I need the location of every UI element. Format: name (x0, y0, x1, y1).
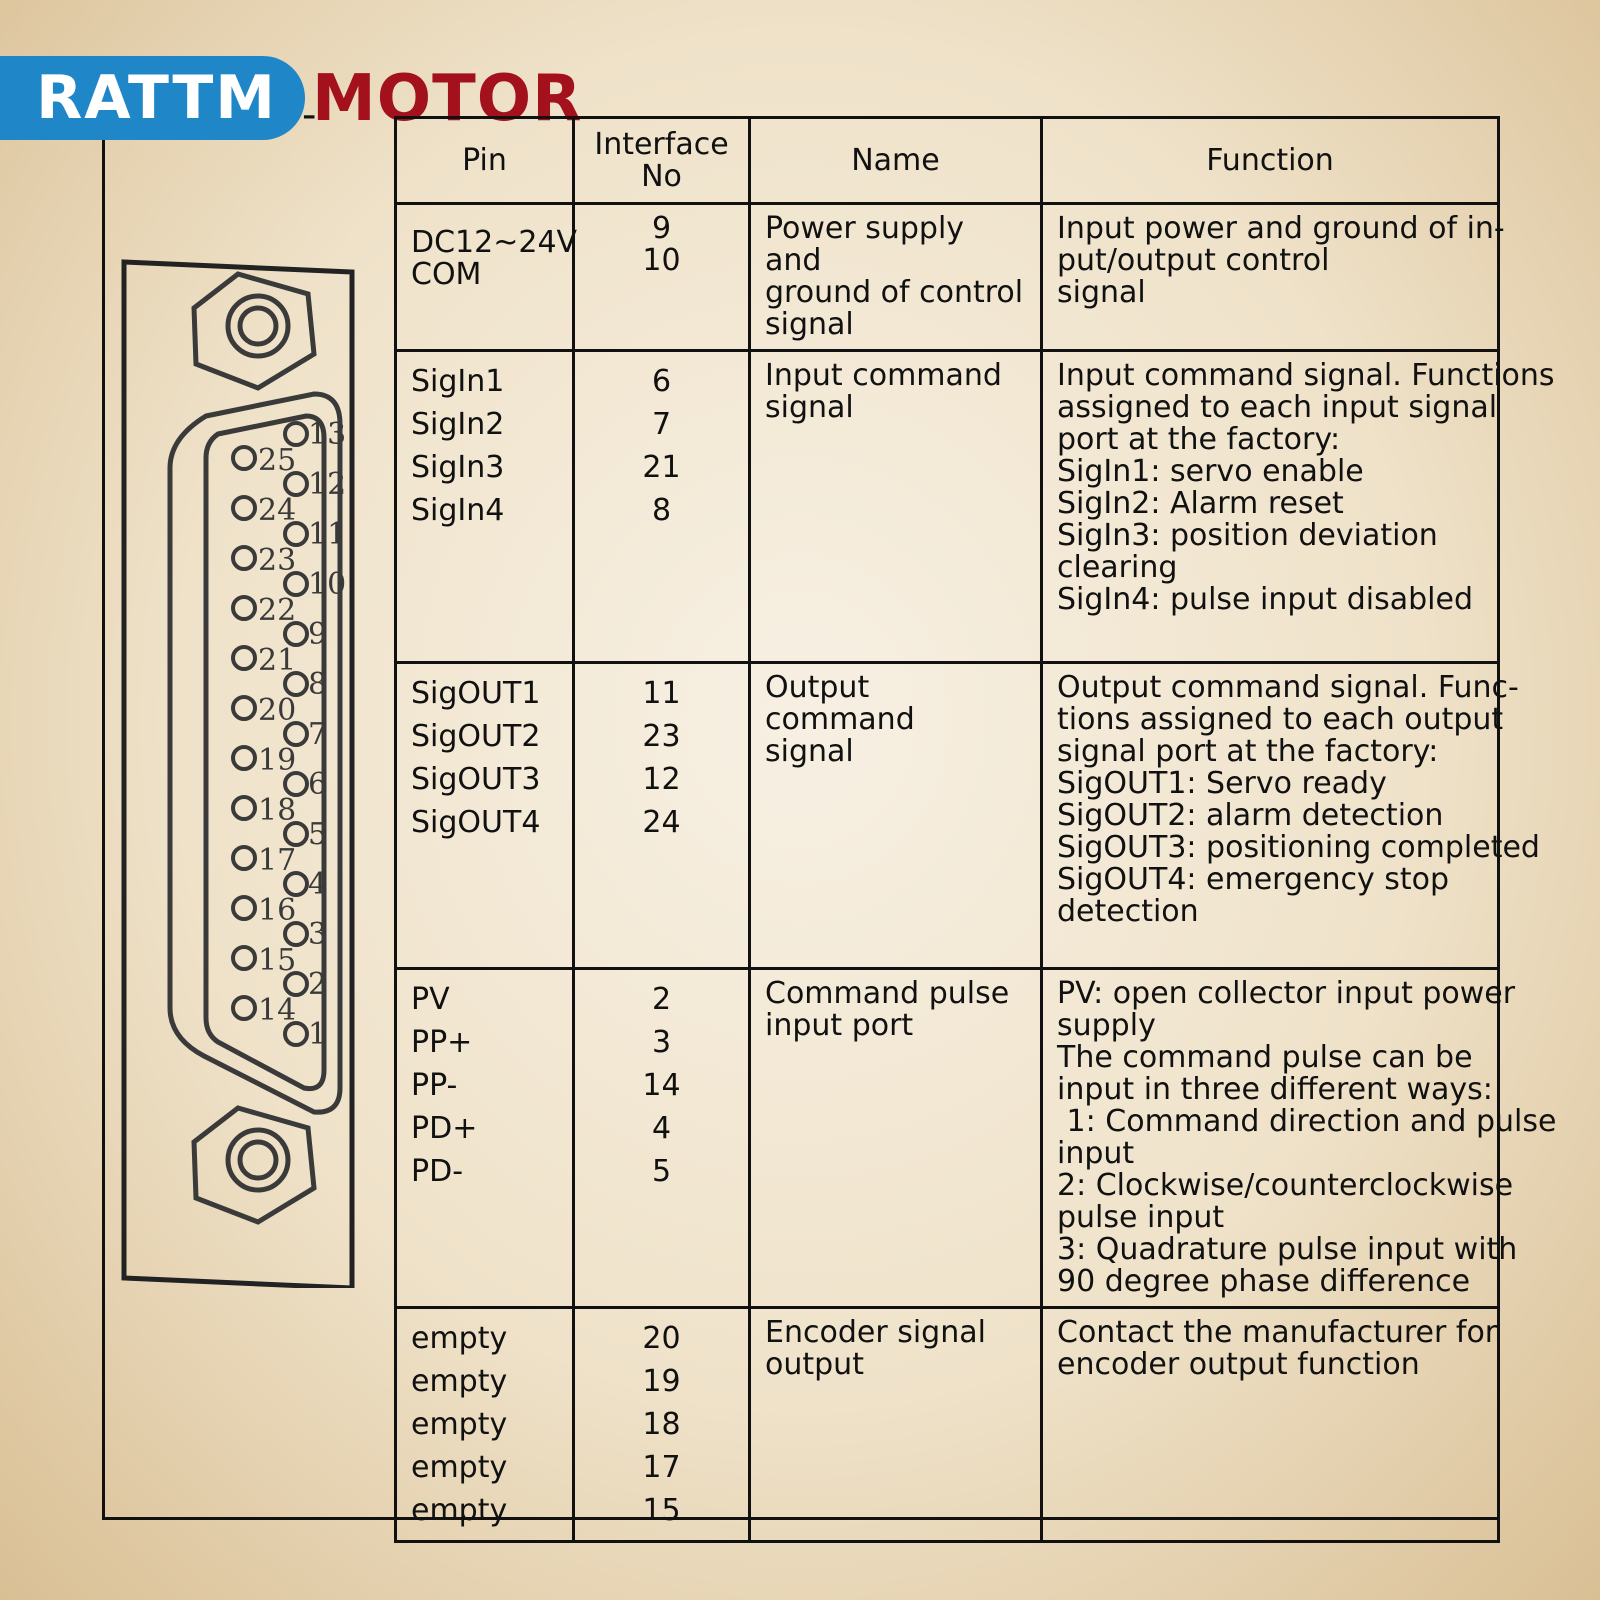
function-line: input in three different ways: (1057, 1072, 1493, 1107)
pin-hole (233, 497, 255, 519)
interface-no-value: 12 (642, 762, 681, 797)
interface-no-value: 2 (651, 982, 672, 1017)
pin-label: empty (411, 1407, 508, 1442)
connector-pin-number: 11 (308, 517, 347, 552)
interface-no-value: 6 (651, 364, 672, 399)
pin-hole (233, 697, 255, 719)
pin-label: SigIn2 (411, 407, 505, 442)
interface-no-value: 23 (642, 719, 681, 754)
interface-no-value: 24 (642, 805, 681, 840)
function-cell (1042, 969, 1557, 1308)
header-interface-no-line1: Interface (594, 126, 729, 162)
pin-cell (396, 663, 574, 969)
signal-name-line: output (765, 1347, 864, 1382)
interface-no-cell (574, 1308, 750, 1542)
pin-cell (396, 351, 574, 663)
pin-hole (233, 797, 255, 819)
interface-no-cell (574, 351, 750, 663)
pin-label: PP- (411, 1068, 458, 1103)
signal-name-line: input port (765, 1008, 914, 1043)
pin-hole (233, 547, 255, 569)
connector-pin-number: 24 (258, 493, 297, 528)
pin-label: PD+ (411, 1111, 478, 1146)
table-row (396, 204, 1499, 351)
header-interface-no-line2: No (641, 158, 682, 194)
function-line: The command pulse can be (1057, 1040, 1473, 1075)
signal-name-cell (750, 1308, 1042, 1542)
header-pin: Pin (396, 118, 574, 204)
function-line: encoder output function (1057, 1347, 1420, 1382)
function-line: SigOUT1: Servo ready (1057, 766, 1387, 801)
connector-pin-number: 15 (258, 943, 297, 978)
pin-label: SigIn4 (411, 493, 505, 528)
pin-label: PP+ (411, 1025, 473, 1060)
signal-name-line: signal (765, 390, 854, 425)
signal-name-cell (750, 969, 1042, 1308)
function-line: 90 degree phase difference (1057, 1264, 1471, 1299)
interface-no-cell (574, 663, 750, 969)
function-line: SigIn4: pulse input disabled (1057, 582, 1474, 617)
function-line: pulse input (1057, 1200, 1225, 1235)
interface-no-value: 10 (642, 243, 681, 278)
pin-label: SigIn1 (411, 364, 505, 399)
interface-no-value: 17 (642, 1450, 681, 1485)
top-hex-nut-icon (194, 274, 314, 388)
connector-pin-number: 13 (308, 417, 347, 452)
pin-label: SigOUT3 (411, 762, 541, 797)
pin-cell (396, 204, 578, 351)
signal-name-line: Encoder signal (765, 1315, 986, 1350)
pin-hole (285, 423, 307, 445)
connector-pin-number: 20 (258, 693, 297, 728)
pin-label: empty (411, 1364, 508, 1399)
table-row (396, 351, 1499, 663)
function-cell (1042, 1308, 1499, 1542)
interface-no-value: 15 (642, 1493, 681, 1528)
signal-name-cell (750, 663, 1042, 969)
signal-name-line: ground of control (765, 275, 1024, 310)
header-function: Function (1042, 118, 1499, 204)
function-line: SigIn1: servo enable (1057, 454, 1364, 489)
function-line: 2: Clockwise/counterclockwise (1057, 1168, 1514, 1203)
signal-name-line: Output (765, 670, 870, 705)
interface-no-value: 11 (642, 676, 681, 711)
pin-cell (396, 1308, 574, 1542)
interface-no-value: 3 (651, 1025, 672, 1060)
interface-no-value: 4 (651, 1111, 672, 1146)
signal-name-line: signal (765, 307, 854, 342)
pin-label: COM (411, 257, 482, 292)
header-row (396, 118, 1499, 204)
bottom-hex-nut-icon (194, 1108, 314, 1222)
connector-pin-number: 12 (308, 467, 347, 502)
pin-hole (233, 647, 255, 669)
function-line: put/output control (1057, 243, 1330, 278)
signal-name-line: Power supply and (765, 211, 965, 278)
interface-no-value: 21 (642, 450, 681, 485)
pin-hole (233, 947, 255, 969)
pinout-table (394, 116, 1557, 1543)
signal-name-cell (750, 204, 1042, 351)
pin-label: SigOUT1 (411, 676, 541, 711)
function-line: input (1057, 1136, 1135, 1171)
function-line: Input power and ground of in- (1057, 211, 1505, 246)
pin-hole (233, 597, 255, 619)
function-line: SigOUT4: emergency stop (1057, 862, 1450, 897)
function-line: 3: Quadrature pulse input with (1057, 1232, 1518, 1267)
brand-logo-left: RATTM (36, 63, 277, 133)
function-line: signal port at the factory: (1057, 734, 1439, 769)
pin-label: DC12~24V (411, 225, 578, 260)
function-line: 1: Command direction and pulse (1057, 1104, 1557, 1139)
brand-logo-pill (0, 56, 305, 140)
pin-label: PD- (411, 1154, 464, 1189)
connector-pin-number: 4 (308, 867, 328, 902)
pin-label: PV (411, 982, 450, 1017)
function-cell (1042, 351, 1555, 663)
function-line: Output command signal. Func- (1057, 670, 1519, 705)
db25-connector-diagram (118, 258, 368, 1288)
pin-hole (233, 747, 255, 769)
brand-logo-right: MOTOR (312, 62, 583, 136)
function-line: SigOUT2: alarm detection (1057, 798, 1444, 833)
table-row (396, 663, 1499, 969)
pin-label: SigOUT4 (411, 805, 541, 840)
header-name: Name (750, 118, 1042, 204)
connector-pin-number: 23 (258, 543, 297, 578)
connector-pin-number: 3 (308, 917, 328, 952)
interface-no-value: 7 (651, 407, 672, 442)
interface-no-value: 8 (651, 493, 672, 528)
function-line: signal (1057, 275, 1146, 310)
connector-pin-number: 14 (258, 993, 297, 1028)
interface-no-value: 9 (651, 211, 672, 246)
pin-label: SigIn3 (411, 450, 505, 485)
interface-no-value: 20 (642, 1321, 681, 1356)
signal-name-line: Input command (765, 358, 1002, 393)
connector-pin-number: 22 (258, 593, 297, 628)
connector-pin-number: 5 (308, 817, 328, 852)
pin-hole (233, 847, 255, 869)
signal-name-line: command (765, 702, 915, 737)
interface-no-value: 18 (642, 1407, 681, 1442)
pin-label: empty (411, 1321, 508, 1356)
connector-pin-number: 9 (308, 617, 328, 652)
interface-no-value: 19 (642, 1364, 681, 1399)
function-line: SigIn2: Alarm reset (1057, 486, 1344, 521)
function-line: Input command signal. Functions (1057, 358, 1555, 393)
function-line: SigIn3: position deviation (1057, 518, 1438, 553)
function-cell (1042, 204, 1505, 351)
connector-pin-number: 2 (308, 967, 328, 1002)
function-line: PV: open collector input power (1057, 976, 1516, 1011)
connector-pin-number: 17 (258, 843, 297, 878)
connector-pin-number: 1 (308, 1017, 328, 1052)
function-line: Contact the manufacturer for (1057, 1315, 1498, 1350)
function-line: tions assigned to each output (1057, 702, 1504, 737)
connector-pin-number: 21 (258, 643, 297, 678)
header-interface-no (574, 118, 750, 204)
table-row (396, 1308, 1499, 1542)
connector-pin-number: 18 (258, 793, 297, 828)
function-line: port at the factory: (1057, 422, 1341, 457)
pin-label: empty (411, 1450, 508, 1485)
function-line: detection (1057, 894, 1199, 929)
function-cell (1042, 663, 1540, 969)
interface-no-value: 5 (651, 1154, 672, 1189)
pin-hole (233, 447, 255, 469)
connector-pin-number: 7 (308, 717, 328, 752)
connector-pin-number: 8 (308, 667, 328, 702)
pin-label: SigOUT2 (411, 719, 541, 754)
pin-hole (233, 997, 255, 1019)
pin-cell (396, 969, 574, 1308)
brand-logo-dash: - (302, 92, 317, 138)
table-row (396, 969, 1499, 1308)
interface-no-value: 14 (642, 1068, 681, 1103)
signal-name-line: signal (765, 734, 854, 769)
interface-no-cell (574, 204, 750, 351)
pin-label: empty (411, 1493, 508, 1528)
connector-pin-number: 10 (308, 567, 347, 602)
connector-pin-number: 25 (258, 443, 297, 478)
pin-hole (233, 897, 255, 919)
connector-pin-number: 19 (258, 743, 297, 778)
function-line: supply (1057, 1008, 1156, 1043)
function-line: clearing (1057, 550, 1178, 585)
interface-no-cell (574, 969, 750, 1308)
connector-pin-number: 6 (308, 767, 328, 802)
function-line: assigned to each input signal (1057, 390, 1498, 425)
signal-name-line: Command pulse (765, 976, 1010, 1011)
signal-name-cell (750, 351, 1042, 663)
function-line: SigOUT3: positioning completed (1057, 830, 1540, 865)
connector-pin-number: 16 (258, 893, 297, 928)
